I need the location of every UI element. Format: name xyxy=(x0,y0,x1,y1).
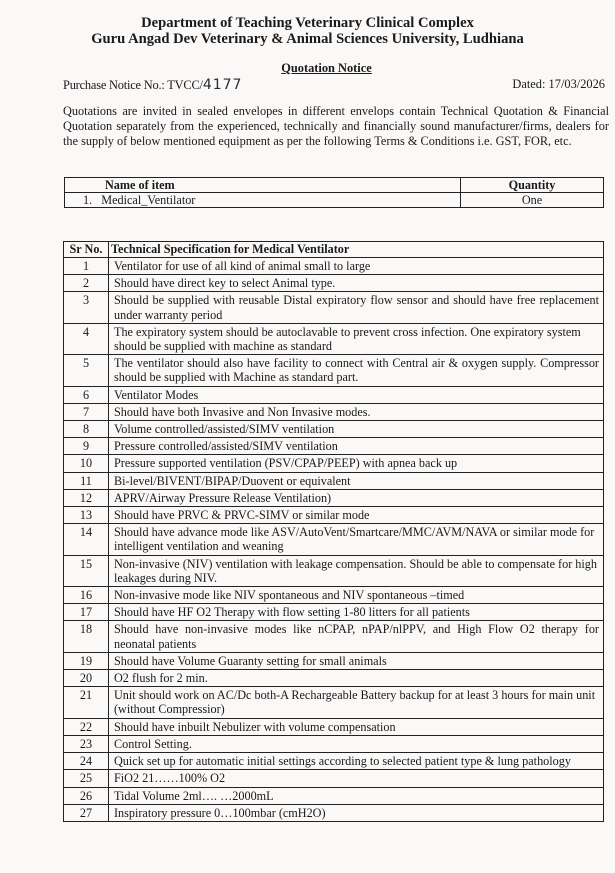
spec-cell: The expiratory system should be autoclavable to prevent cross infection. One expiratory system should be supplied with machine as standard xyxy=(109,323,604,354)
sr-no-cell: 17 xyxy=(64,604,109,621)
table-row xyxy=(64,735,604,752)
spec-cell: O2 flush for 2 min. xyxy=(109,670,604,687)
notice-title: Quotation Notice xyxy=(281,61,372,75)
sr-no-cell: 25 xyxy=(64,770,109,787)
spec-cell: Volume controlled/assisted/SIMV ventilation xyxy=(109,421,604,438)
sr-no-cell: 15 xyxy=(64,555,109,586)
sr-no-cell: 18 xyxy=(64,621,109,652)
spec-cell: Should have HF O2 Therapy with flow setting 1-80 litters for all patients xyxy=(109,604,604,621)
spec-cell: Should have advance mode like ASV/AutoVent/Smartcare/MMC/AVM/NAVA or similar mode for intelligent ventilation and weaning xyxy=(109,524,604,555)
purchase-notice-number xyxy=(63,77,242,93)
spec-cell: FiO2 21……100% O2 xyxy=(109,770,604,787)
sr-no-cell: 27 xyxy=(64,804,109,821)
spec-cell: Non-invasive (NIV) ventilation with leakage compensation. Should be able to compensate for high leakages during NIV. xyxy=(109,555,604,586)
table-row xyxy=(64,292,604,323)
table-row xyxy=(64,275,604,292)
intro-paragraph: Quotations are invited in sealed envelopes in different envelops contain Technical Quotation & Financial Quotation separately from the experienced, technically and financially sound manufacturer/firms, dealers for the supply of below mentioned equipment as per the following Terms & Conditions i.e. GST, FOR, etc. xyxy=(63,104,609,148)
table-row xyxy=(64,753,604,770)
spec-cell: Should have PRVC & PRVC-SIMV or similar mode xyxy=(109,507,604,524)
table-row xyxy=(64,718,604,735)
spec-cell: The ventilator should also have facility to connect with Central air & oxygen supply. Compressor should be supplied with Machine as standard part. xyxy=(109,355,604,386)
table-row xyxy=(64,455,604,472)
item-quantity-cell: One xyxy=(461,193,604,208)
table-row xyxy=(64,787,604,804)
sr-no-cell: 13 xyxy=(64,507,109,524)
table-row xyxy=(64,438,604,455)
items-table-header xyxy=(65,178,604,193)
spec-cell: Pressure supported ventilation (PSV/CPAP/PEEP) with apnea back up xyxy=(109,455,604,472)
table-row xyxy=(64,621,604,652)
spec-cell: Pressure controlled/assisted/SIMV ventilation xyxy=(109,438,604,455)
spec-cell: Control Setting. xyxy=(109,735,604,752)
items-table xyxy=(64,177,604,208)
sr-no-header: Sr No. xyxy=(64,242,109,258)
sr-no-cell: 1 xyxy=(64,258,109,275)
sr-no-cell: 20 xyxy=(64,670,109,687)
table-row xyxy=(64,472,604,489)
sr-no-cell: 6 xyxy=(64,386,109,403)
sr-no-cell: 8 xyxy=(64,421,109,438)
table-row xyxy=(65,193,604,208)
sr-no-cell: 26 xyxy=(64,787,109,804)
sr-no-cell: 5 xyxy=(64,355,109,386)
table-row xyxy=(64,386,604,403)
department-heading: Department of Teaching Veterinary Clinical Complex xyxy=(141,15,474,31)
spec-cell: Non-invasive mode like NIV spontaneous and NIV spontaneous –timed xyxy=(109,587,604,604)
sr-no-cell: 16 xyxy=(64,587,109,604)
sr-no-cell: 7 xyxy=(64,403,109,420)
spec-cell: Should have direct key to select Animal type. xyxy=(109,275,604,292)
table-row xyxy=(64,587,604,604)
spec-table-header xyxy=(64,242,604,258)
sr-no-cell: 19 xyxy=(64,652,109,669)
table-row xyxy=(64,604,604,621)
sr-no-cell: 21 xyxy=(64,687,109,718)
spec-cell: Should have both Invasive and Non Invasive modes. xyxy=(109,403,604,420)
sr-no-cell: 12 xyxy=(64,489,109,506)
notice-date: Dated: 17/03/2026 xyxy=(512,77,605,91)
table-row xyxy=(64,804,604,821)
table-row xyxy=(64,355,604,386)
handwritten-notice-number: 4177 xyxy=(202,77,243,93)
table-row xyxy=(64,770,604,787)
spec-header: Technical Specification for Medical Ventilator xyxy=(109,242,604,258)
table-row xyxy=(64,555,604,586)
spec-cell: Bi-level/BIVENT/BIPAP/Duovent or equivalent xyxy=(109,472,604,489)
quantity-header: Quantity xyxy=(461,178,604,193)
table-row xyxy=(64,524,604,555)
sr-no-cell: 3 xyxy=(64,292,109,323)
spec-cell: APRV/Airway Pressure Release Ventilation) xyxy=(109,489,604,506)
spec-cell: Quick set up for automatic initial settings according to selected patient type & lung pathology xyxy=(109,753,604,770)
spec-cell: Ventilator for use of all kind of animal small to large xyxy=(109,258,604,275)
table-row xyxy=(64,687,604,718)
spec-cell: Unit should work on AC/Dc both-A Rechargeable Battery backup for at least 3 hours for main unit (without Compressior) xyxy=(109,687,604,718)
spec-cell: Ventilator Modes xyxy=(109,386,604,403)
item-name-cell: 1. Medical_Ventilator xyxy=(65,193,461,208)
table-row xyxy=(64,258,604,275)
table-row xyxy=(64,323,604,354)
table-row xyxy=(64,507,604,524)
sr-no-cell: 23 xyxy=(64,735,109,752)
spec-cell: Should have non-invasive modes like nCPAP, nPAP/nlPPV, and High Flow O2 therapy for neonatal patients xyxy=(109,621,604,652)
table-row xyxy=(64,403,604,420)
spec-table xyxy=(63,241,604,822)
sr-no-cell: 24 xyxy=(64,753,109,770)
spec-cell: Tidal Volume 2ml…. …2000mL xyxy=(109,787,604,804)
sr-no-cell: 11 xyxy=(64,472,109,489)
university-heading: Guru Angad Dev Veterinary & Animal Sciences University, Ludhiana xyxy=(91,31,524,47)
table-row xyxy=(64,421,604,438)
sr-no-cell: 10 xyxy=(64,455,109,472)
spec-cell: Should be supplied with reusable Distal expiratory flow sensor and should have free replacement under warranty period xyxy=(109,292,604,323)
spec-cell: Should have Volume Guaranty setting for small animals xyxy=(109,652,604,669)
item-name-header: Name of item xyxy=(65,178,461,193)
sr-no-cell: 22 xyxy=(64,718,109,735)
sr-no-cell: 14 xyxy=(64,524,109,555)
table-row xyxy=(64,489,604,506)
sr-no-cell: 2 xyxy=(64,275,109,292)
sr-no-cell: 4 xyxy=(64,323,109,354)
spec-cell: Inspiratory pressure 0…100mbar (cmH2O) xyxy=(109,804,604,821)
table-row xyxy=(64,652,604,669)
notice-title-row xyxy=(0,61,615,76)
table-row xyxy=(64,670,604,687)
spec-cell: Should have inbuilt Nebulizer with volume compensation xyxy=(109,718,604,735)
purchase-notice-label: Purchase Notice No.: TVCC/ xyxy=(63,78,203,92)
sr-no-cell: 9 xyxy=(64,438,109,455)
